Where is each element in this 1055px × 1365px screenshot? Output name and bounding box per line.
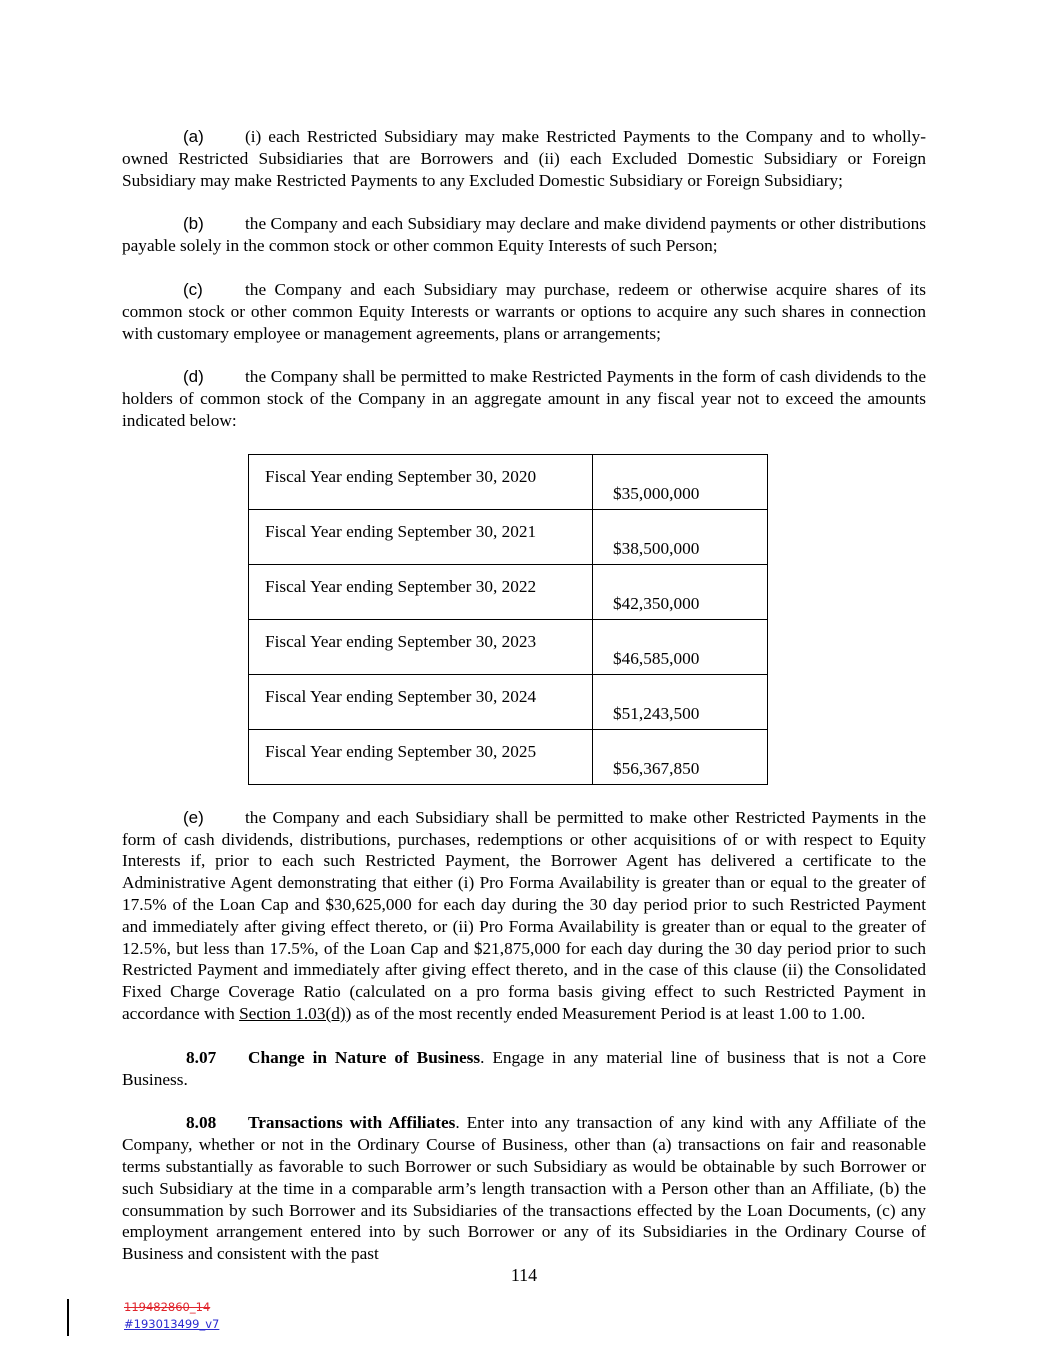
amount-cell: $51,243,500	[593, 674, 768, 729]
amount-cell: $35,000,000	[593, 454, 768, 509]
clause-text: (i) each Restricted Subsidiary may make Restricted Payments to the Company and to wholly-owned Restricted Subsidiaries that are Borrowers and (ii) each Excluded Domestic Subsidiary or Foreign Subsidiary may make Restricted Payments to any Excluded Domestic Subsidiary or Foreign Subsidiary;	[122, 127, 926, 190]
clause-text: the Company and each Subsidiary may declare and make dividend payments or other distributions payable solely in the common stock or other common Equity Interests of such Person;	[122, 214, 926, 256]
clause-d	[122, 366, 926, 431]
clause-e	[122, 807, 926, 1025]
amount-cell: $56,367,850	[593, 729, 768, 784]
fiscal-year-cell: Fiscal Year ending September 30, 2020	[249, 454, 593, 509]
fiscal-year-cell: Fiscal Year ending September 30, 2022	[249, 564, 593, 619]
section-text: . Engage in any material line of business that is not a Core Business.	[122, 1047, 926, 1089]
table-row	[249, 454, 768, 509]
change-bar	[67, 1299, 69, 1336]
footer	[122, 1299, 926, 1333]
dividend-limit-table	[248, 454, 768, 785]
table-row	[249, 564, 768, 619]
old-document-id: 119482860_14	[124, 1299, 211, 1314]
clause-label: (b)	[183, 214, 204, 234]
page-number: 114	[510, 1264, 538, 1285]
clause-a	[122, 126, 926, 191]
section-8-07	[122, 1047, 926, 1091]
fiscal-year-cell: Fiscal Year ending September 30, 2024	[249, 674, 593, 729]
section-title: Transactions with Affiliates	[248, 1113, 456, 1133]
clause-text: the Company and each Subsidiary shall be permitted to make other Restricted Payments in the form of cash dividends, distributions, purchases, redemptions or other acquisitions of or with respect to Equity Interests if, prior to each such Restricted Payment, the Borrower Agent has delivered a certificate to the Administrative Agent demonstrating that either (i) Pro Forma Availability is greater than or equal to the greater of 17.5% of the Loan Cap and $30,625,000 for each day during the 30 day period prior to such Restricted Payment and immediately after giving effect thereto, or (ii) Pro Forma Availability is greater than or equal to the greater of 12.5%, but less than 17.5%, of the Loan Cap and $21,875,000 for each day during the 30 day period prior to such Restricted Payment and immediately after giving effect thereto, and in the case of this clause (ii) the Consolidated Fixed Charge Coverage Ratio (calculated on a pro forma basis giving effect to such Restricted Payment in accordance with	[122, 807, 926, 1023]
fiscal-year-cell: Fiscal Year ending September 30, 2025	[249, 729, 593, 784]
table-wrapper	[248, 454, 926, 785]
table-row	[249, 729, 768, 784]
clause-b	[122, 213, 926, 257]
clause-text: the Company and each Subsidiary may purchase, redeem or otherwise acquire shares of its common stock or other common Equity Interests or warrants or options to acquire any such shares in connection with customary employee or management agreements, plans or arrangements;	[122, 279, 926, 343]
fiscal-year-cell: Fiscal Year ending September 30, 2021	[249, 509, 593, 564]
amount-cell: $38,500,000	[593, 509, 768, 564]
clause-text: the Company shall be permitted to make Restricted Payments in the form of cash dividends to the holders of common stock of the Company in an aggregate amount in any fiscal year not to exceed the amounts indicated below:	[122, 367, 926, 430]
clause-label: (c)	[183, 279, 203, 299]
amount-cell: $46,585,000	[593, 619, 768, 674]
table-row	[249, 509, 768, 564]
clause-label: (d)	[183, 367, 204, 387]
document-id: #193013499_v7	[124, 1316, 220, 1331]
section-number: 8.08	[186, 1113, 217, 1133]
table-row	[249, 619, 768, 674]
clause-text: ) as of the most recently ended Measurement Period is at least 1.00 to 1.00.	[345, 1003, 866, 1023]
section-reference-link[interactable]: Section 1.03(d)	[239, 1003, 346, 1023]
clause-label: (a)	[183, 127, 204, 146]
section-8-08	[122, 1112, 926, 1265]
clause-c	[122, 279, 926, 344]
document-page	[122, 0, 926, 1333]
clause-label: (e)	[183, 807, 204, 827]
amount-cell: $42,350,000	[593, 564, 768, 619]
section-text: . Enter into any transaction of any kind with any Affiliate of the Company, whether or not in the Ordinary Course of Business, other than (a) transactions on fair and reasonable terms substantially as favorable to such Borrower or such Subsidiary as would be obtainable by such Borrower or such Subsidiary at the time in a comparable arm’s length transaction with a Person other than an Affiliate, (b) the consummation by such Borrower and its Subsidiaries of the transactions effected by the Loan Documents, (c) any employment arrangement entered into by such Borrower or any of its Subsidiaries in the Ordinary Course of Business and consistent with the past	[122, 1113, 926, 1264]
fiscal-year-cell: Fiscal Year ending September 30, 2023	[249, 619, 593, 674]
table-row	[249, 674, 768, 729]
section-number: 8.07	[186, 1047, 217, 1067]
section-title: Change in Nature of Business	[248, 1047, 481, 1067]
